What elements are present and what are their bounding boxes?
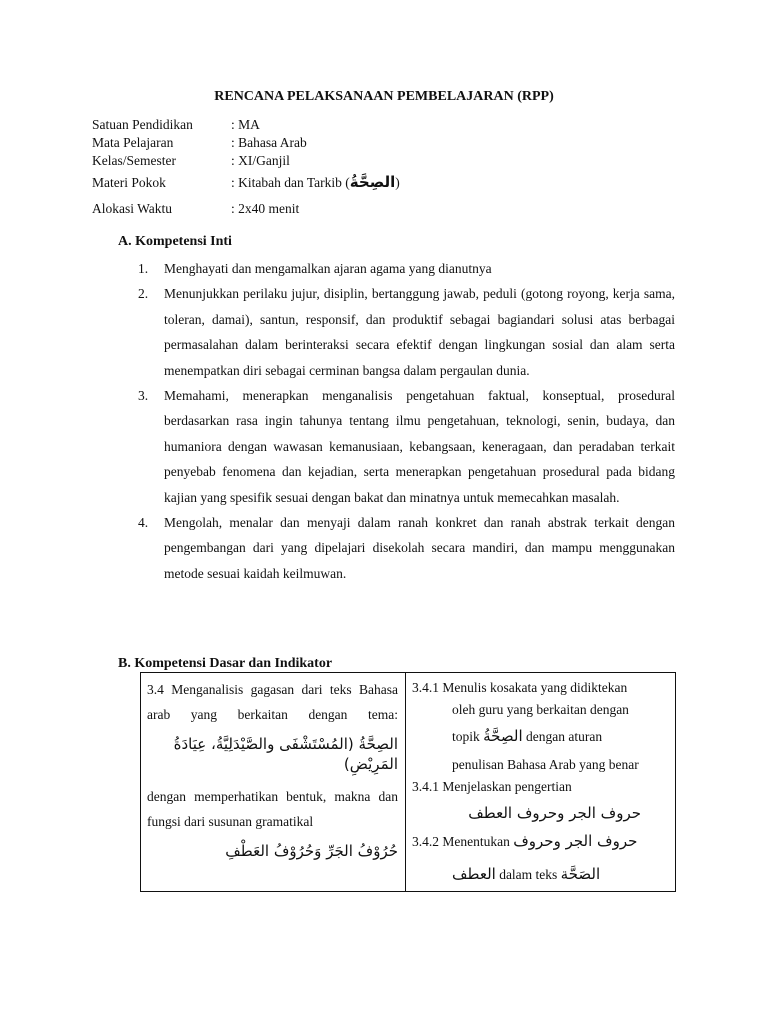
indikator-text: 3.4.2 Menentukan bbox=[412, 833, 514, 849]
list-number: 1. bbox=[138, 261, 149, 276]
list-text: Menunjukkan perilaku jujur, disiplin, bertanggung jawab, peduli (gotong royong, kerja sama, toleran, damai), santun, responsif, dan produktif sebagai bagiandari solusi atas berbagai permasalahan dalam berinteraksi secara efektif dengan lingkungan sosial dan alam serta menempatkan diri sebagai cerminan bangsa dalam pergaulan dunia. bbox=[164, 286, 675, 378]
meta-value: : MA bbox=[231, 117, 260, 133]
kd-middle: dengan memperhatikan bentuk, makna dan fungsi dari susunan gramatikal bbox=[147, 789, 398, 829]
list-text: Menghayati dan mengamalkan ajaran agama yang dianutnya bbox=[164, 261, 492, 276]
kompetensi-inti-list bbox=[138, 256, 675, 586]
kompetensi-dasar-table bbox=[140, 672, 676, 892]
list-text: Mengolah, menalar dan menyaji dalam ranah konkret dan ranah abstrak terkait dengan pengembangan dari yang dipelajari disekolah secara mandiri, dan mampu menggunakan metode sesuai kaidah keilmuwan. bbox=[164, 515, 675, 581]
document-title: RENCANA PELAKSANAAN PEMBELAJARAN (RPP) bbox=[214, 89, 554, 104]
kd-arabic-topics: الصِحَّةُ (المُسْتَشْفَى والصَّيْدَلِيَّةُ، عِيَادَةُ المَرِيْضِ) bbox=[173, 735, 398, 773]
list-number: 3. bbox=[138, 388, 149, 404]
materi-arabic: الصِحَّةُ bbox=[349, 173, 396, 192]
list-item bbox=[138, 281, 675, 383]
list-item bbox=[138, 510, 675, 586]
identity-block bbox=[92, 116, 692, 222]
indikator-text: topik bbox=[452, 729, 484, 744]
meta-value: : 2x40 menit bbox=[231, 201, 300, 217]
indikator-arabic: الصَحَّة bbox=[560, 864, 601, 883]
meta-label: Alokasi Waktu bbox=[92, 201, 173, 217]
indikator-arabic: الصِحَّةُ bbox=[483, 727, 523, 745]
indikator-1-head: 3.4.1 Menulis kosakata yang didiktekan bbox=[412, 680, 628, 695]
indikator-1-line: penulisan Bahasa Arab yang benar bbox=[452, 757, 639, 772]
list-item bbox=[138, 256, 675, 281]
section-b-heading: B. Kompetensi Dasar dan Indikator bbox=[118, 656, 333, 671]
indikator-2-head: 3.4.1 Menjelaskan pengertian bbox=[412, 779, 572, 794]
list-number: 2. bbox=[138, 286, 149, 302]
meta-row-satuan bbox=[92, 116, 692, 134]
list-text: Memahami, menerapkan menganalisis pengetahuan faktual, konseptual, prosedural berdasarkan rasa ingin tahunya tentang ilmu pengetahuan, teknologi, senin, budaya, dan humaniora dengan wawasan kemanusiaan, kebangsaan, keneragaan, dan peradaban terkait penyebab fenomena dan kejadian, serta menerapkan pengetahuan prosedural pada bidang kajian yang spesifik sesuai dengan bakat dan minatnya untuk memecahkan masalah. bbox=[164, 388, 675, 505]
indikator-text: dengan aturan bbox=[522, 729, 603, 744]
list-item bbox=[138, 383, 675, 510]
meta-value bbox=[231, 173, 692, 193]
meta-row-mapel bbox=[92, 134, 692, 152]
kd-cell bbox=[141, 673, 406, 892]
meta-value: : XI/Ganjil bbox=[231, 153, 290, 169]
meta-row-materi bbox=[92, 170, 692, 196]
meta-label: Materi Pokok bbox=[92, 175, 166, 191]
section-a-heading: A. Kompetensi Inti bbox=[118, 234, 232, 249]
indikator-arabic: حروف الجر وحروف bbox=[513, 831, 638, 850]
indikator-3-line bbox=[412, 863, 671, 886]
meta-value-text: : Kitabah dan Tarkib ( bbox=[231, 175, 350, 191]
indikator-3-head bbox=[412, 830, 671, 853]
table-row bbox=[141, 673, 676, 892]
meta-row-kelas bbox=[92, 152, 692, 170]
meta-value-suffix: ) bbox=[395, 175, 400, 191]
meta-row-alokasi bbox=[92, 196, 692, 222]
kd-intro: 3.4 Menganalisis gagasan dari teks Bahasa arab yang berkaitan dengan tema: bbox=[147, 682, 398, 722]
meta-label: Satuan Pendidikan bbox=[92, 117, 193, 133]
indikator-1-topik bbox=[412, 721, 671, 752]
list-number: 4. bbox=[138, 515, 149, 531]
meta-label: Mata Pelajaran bbox=[92, 135, 174, 151]
indikator-arabic: العطف bbox=[452, 864, 496, 883]
meta-label: Kelas/Semester bbox=[92, 153, 176, 169]
kd-arabic-end: حُرُوْفُ الجَرِّ وَحُرُوْفُ العَطْفِ bbox=[225, 842, 398, 860]
indikator-1-line: oleh guru yang berkaitan dengan bbox=[452, 702, 629, 717]
meta-value: : Bahasa Arab bbox=[231, 135, 307, 151]
indikator-text: dalam teks bbox=[495, 866, 561, 882]
indikator-2-arabic: حروف الجر وحروف العطف bbox=[468, 804, 641, 822]
indikator-cell bbox=[406, 673, 676, 892]
